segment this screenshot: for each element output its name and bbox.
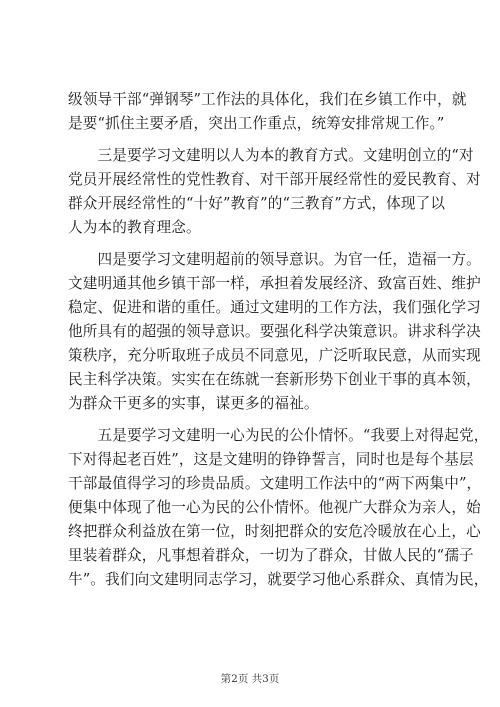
- text-line: 里装着群众，凡事想着群众，一切为了群众，甘做人民的“孺子: [68, 547, 474, 564]
- text-line: 五是要学习文建明一心为民的公仆情怀。“我要上对得起党，: [68, 427, 489, 444]
- text-line: 群众开展经常性的“十好”教育”的“三教育”方式，体现了以: [68, 195, 446, 212]
- text-line: 下对得起老百姓”，这是文建明的铮铮誓言，同时也是每个基层: [68, 451, 474, 468]
- page-number-footer: 第2页 共3页: [220, 673, 280, 685]
- paragraph-1: [68, 88, 467, 136]
- paragraph-3: [68, 248, 481, 416]
- text-line: 便集中体现了他一心为民的公仆情怀。他视广大群众为亲人，始: [68, 499, 481, 516]
- text-line: 策秩序，充分听取班子成员不同意见，广泛听取民意，从而实现: [68, 347, 481, 364]
- text-line: 干部最值得学习的珍贵品质。文建明工作法中的“两下两集中”，: [68, 475, 482, 492]
- text-line: 是要“抓住主要矛盾，突出工作重点，统筹安排常规工作。”: [68, 115, 445, 132]
- text-line: 四是要学习文建明超前的领导意识。为官一任，造福一方。: [68, 251, 481, 268]
- text-line: 党员开展经常性的党性教育、对干部开展经常性的爱民教育、对: [68, 171, 481, 188]
- text-line: 为群众干更多的实事，谋更多的福祉。: [68, 395, 319, 412]
- paragraph-4: [68, 424, 489, 592]
- text-line: 稳定、促进和谐的重任。通过文建明的工作方法，我们强化学习: [68, 299, 481, 316]
- text-line: 牛”。我们向文建明同志学习，就要学习他心系群众、真情为民，: [68, 571, 489, 588]
- text-line: 他所具有的超强的领导意识。要强化科学决策意识。讲求科学决: [68, 323, 481, 340]
- document-body: [68, 88, 489, 592]
- text-line: 终把群众利益放在第一位，时刻把群众的安危冷暖放在心上，心: [68, 523, 481, 540]
- paragraph-2: [68, 144, 481, 240]
- text-line: 级领导干部“弹钢琴”工作法的具体化，我们在乡镇工作中，就: [68, 91, 467, 108]
- text-line: 民主科学决策。实实在在练就一套新形势下创业干事的真本领，: [68, 371, 481, 388]
- text-line: 三是要学习文建明以人为本的教育方式。文建明创立的“对: [68, 147, 474, 164]
- text-line: 文建明通其他乡镇干部一样，承担着发展经济、致富百姓、维护: [68, 275, 481, 292]
- text-line: 人为本的教育理念。: [68, 219, 201, 236]
